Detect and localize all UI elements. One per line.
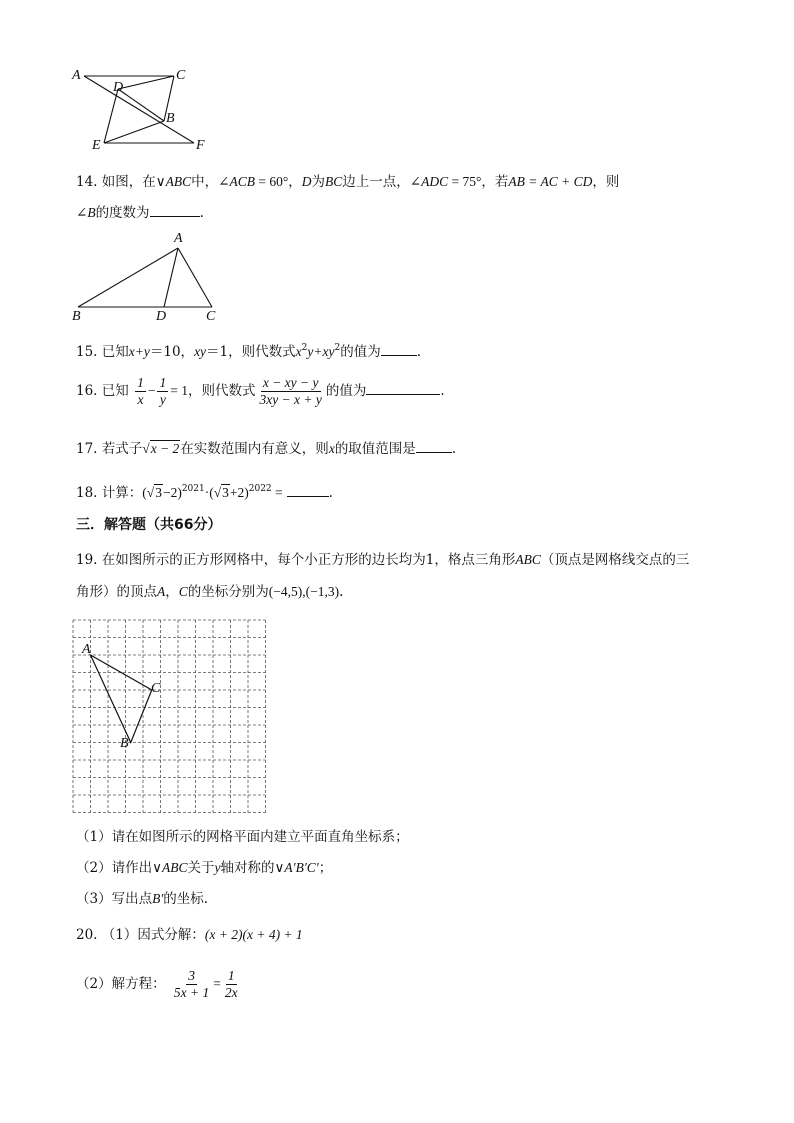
question-16: 16. 已知 $\frac{1}{x}$ − $\frac{1}{y}$ = 1，则代数式 $\frac{x - xy - y}{3xy - x + y}$ 的值为 . bbox=[76, 375, 445, 407]
grid-figure-q19 bbox=[70, 617, 270, 815]
question-20-part2: （2）解方程： $\frac{3}{5x + 1}$ = $\frac{1}{2x}$ bbox=[76, 968, 238, 1000]
fraction-left: $\frac{3}{5x + 1}$ bbox=[173, 968, 210, 1000]
answer-blank-17[interactable] bbox=[416, 438, 452, 453]
question-19-part1: （1）请在如图所示的网格平面内建立平面直角坐标系； bbox=[76, 829, 409, 845]
label-b: B bbox=[120, 736, 129, 751]
answer-blank-15[interactable] bbox=[381, 341, 417, 356]
question-19-line2: 角形）的顶点A，C的坐标分别为(−4,5),(−1,3). bbox=[76, 584, 344, 600]
answer-blank-18[interactable] bbox=[287, 482, 329, 497]
label-d: D bbox=[113, 80, 124, 95]
question-17: 17. 若式子√x − 2在实数范围内有意义，则x的取值范围是 . bbox=[76, 438, 456, 459]
fraction-1-over-y: $\frac{1}{y}$ bbox=[159, 375, 167, 407]
question-14-line1: 14. 如图，在∨ABC中，∠ACB = 60°，D为BC边上一点，∠ADC = 75°，若AB = AC + CD，则 bbox=[76, 174, 620, 190]
fraction-1-over-x: $\frac{1}{x}$ bbox=[137, 375, 144, 407]
label-b: B bbox=[72, 309, 81, 324]
label-a: A bbox=[174, 231, 183, 246]
question-15: 15. 已知x+y＝10，xy＝1，则代数式$x^2y+xy^2$的值为 . bbox=[76, 343, 421, 360]
question-20-part1: 20. （1）因式分解：(x + 2)(x + 4) + 1 bbox=[76, 927, 303, 943]
label-c: C bbox=[151, 681, 161, 696]
triangle-abc bbox=[91, 655, 152, 743]
label-f: F bbox=[196, 138, 205, 153]
question-18: 18. 计算：$(√3-2)^{2021}\cdot(√3+2)^{2022}$ = . bbox=[76, 484, 333, 501]
fraction-right: $\frac{1}{2x}$ bbox=[224, 968, 238, 1000]
figure-q14 bbox=[70, 240, 230, 320]
answer-blank-14[interactable] bbox=[150, 202, 200, 217]
label-c: C bbox=[206, 309, 216, 324]
question-14-line2: ∠B的度数为 . bbox=[76, 202, 204, 223]
label-c: C bbox=[176, 68, 186, 83]
answer-blank-16[interactable] bbox=[366, 380, 440, 395]
radicand: x − 2 bbox=[150, 441, 180, 456]
section-3-title: 三．解答题（共66分） bbox=[76, 517, 222, 533]
label-d: D bbox=[156, 309, 167, 324]
label-a: A bbox=[82, 642, 91, 657]
question-19-line1: 19. 在如图所示的正方形网格中，每个小正方形的边长均为1，格点三角形ABC（顶点是网格线交点的三 bbox=[76, 552, 690, 568]
question-19-part2: （2）请作出∨ABC关于y轴对称的∨A′B′C′； bbox=[76, 860, 333, 876]
label-a: A bbox=[72, 68, 81, 83]
label-e: E bbox=[92, 138, 101, 153]
fraction-expression: $\frac{x - xy - y}{3xy - x + y}$ bbox=[259, 375, 322, 407]
question-19-part3: （3）写出点B′的坐标. bbox=[76, 891, 209, 907]
label-b: B bbox=[166, 111, 175, 126]
